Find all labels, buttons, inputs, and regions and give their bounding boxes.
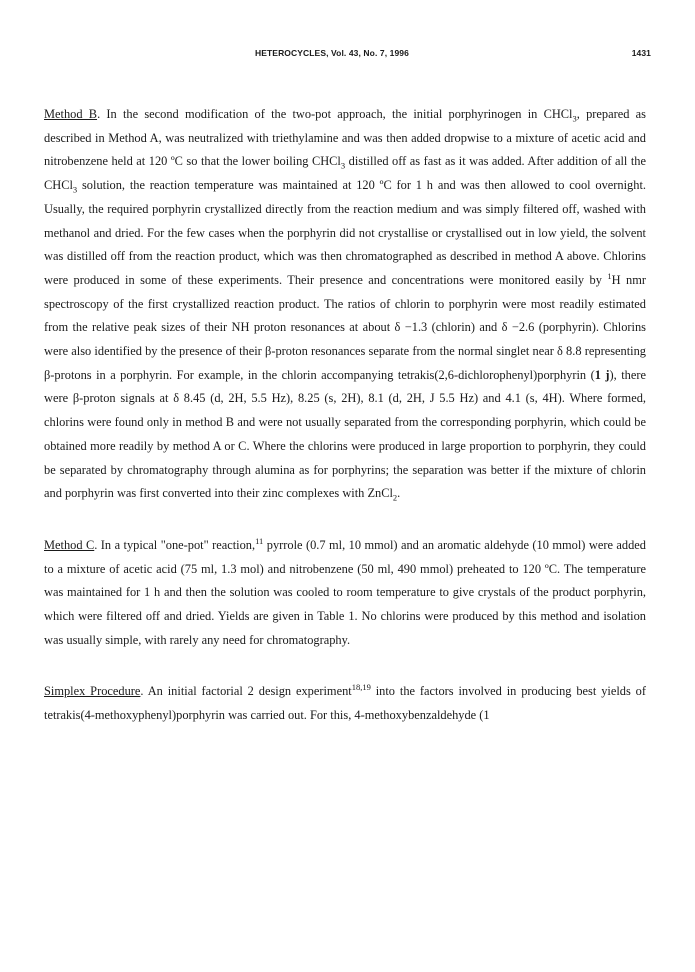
text-run: pyrrole (0.7 ml, 10 mmol) and an aromatic aldehyde (10 mmol) were added to a mixture of acetic acid (75 ml, 1.3 mol) and nitrobenzene (50 ml, 490 mmol) preheated to 120 ºC. The temperature was maintained for 1 h and then the solution was cooled to room temperature to give crystals of the product porphyrin, which were filtered off and dried. Yields are given in Table 1. No chlorins were produced by this method and isolation was usually simple, with rarely any need for chromatography. [44,537,646,647]
compound-ref: 1 j [594,367,610,382]
text-run: . An initial factorial 2 design experiment [140,684,352,699]
method-c-heading: Method C [44,537,95,552]
superscript: 1 [607,270,612,281]
text-run: distilled off as fast as it was added. After addition of all the CHCl [44,154,647,193]
subscript: 3 [572,113,577,124]
page-number: 1431 [631,48,651,58]
citation-superscript: 11 [255,535,264,546]
article-body [44,103,646,728]
text-run: ), there were β-proton signals at δ 8.45 (d, 2H, 5.5 Hz), 8.25 (s, 2H), 8.1 (d, 2H, J 5.5 Hz) and 4.1 (s, 4H). Where formed, chlorins were found only in method B and were not usually separated from the corresponding porphyrin, which could be obtained more readily by method A or C. Where the chlorins were produced in large proportion to porphyrin, they could be separated by chromatography through alumina as for porphyrins; the separation was better if the mixture of chlorin and porphyrin was first converted into their zinc complexes with ZnCl [44,367,646,501]
citation-superscript: 18,19 [351,682,371,693]
text-run: . In the second modification of the two-pot approach, the initial porphyrinogen in CHCl [97,107,573,121]
subscript: 3 [340,160,346,171]
subscript: 2 [392,492,398,503]
subscript: 3 [72,184,78,195]
paragraph-simplex [44,680,646,727]
text-run: . In a typical "one-pot" reaction, [94,537,256,552]
text-run: . [397,486,401,501]
method-b-heading: Method B [44,107,98,121]
paragraph-method-b [44,103,646,506]
text-run: H nmr spectroscopy of the first crystallized reaction product. The ratios of chlorin to porphyrin were most readily estimated from the relative peak sizes of their NH proton resonances at about δ −1.3 (chlorin) and δ −2.6 (porphyrin). Chlorins were also identified by the presence of their β-proton resonances separate from the normal singlet near δ 8.8 representing β-protons in a porphyrin. For example, in the chlorin accompanying tetrakis(2,6-dichlorophenyl)porphyrin ( [44,272,646,382]
paragraph-method-c [44,534,646,653]
text-run: into the factors involved in producing best yields of tetrakis(4-methoxyphenyl)porphyrin was carried out. For this, 4-methoxybenzaldehyde (1 [44,684,646,723]
text-run: , prepared as described in Method A, was neutralized with triethylamine and was then added dropwise to a mixture of acetic acid and nitrobenzene held at 120 ºC so that the lower boiling CHCl [44,107,646,169]
running-header [0,48,695,62]
journal-citation: HETEROCYCLES, Vol. 43, No. 7, 1996 [255,48,409,58]
text-run: solution, the reaction temperature was maintained at 120 ºC for 1 h and was then allowed to cool overnight. Usually, the required porphyrin crystallized directly from the reaction medium and was simply filtered off, washed with methanol and dried. For the few cases when the porphyrin did not crystallise or crystallised out in low yield, the solvent was distilled off from the reaction product, which was then chromatographed as described in method A above. Chlorins were produced in some of these experiments. Their presence and concentrations were monitored easily by [44,178,646,287]
simplex-heading: Simplex Procedure [44,684,141,699]
